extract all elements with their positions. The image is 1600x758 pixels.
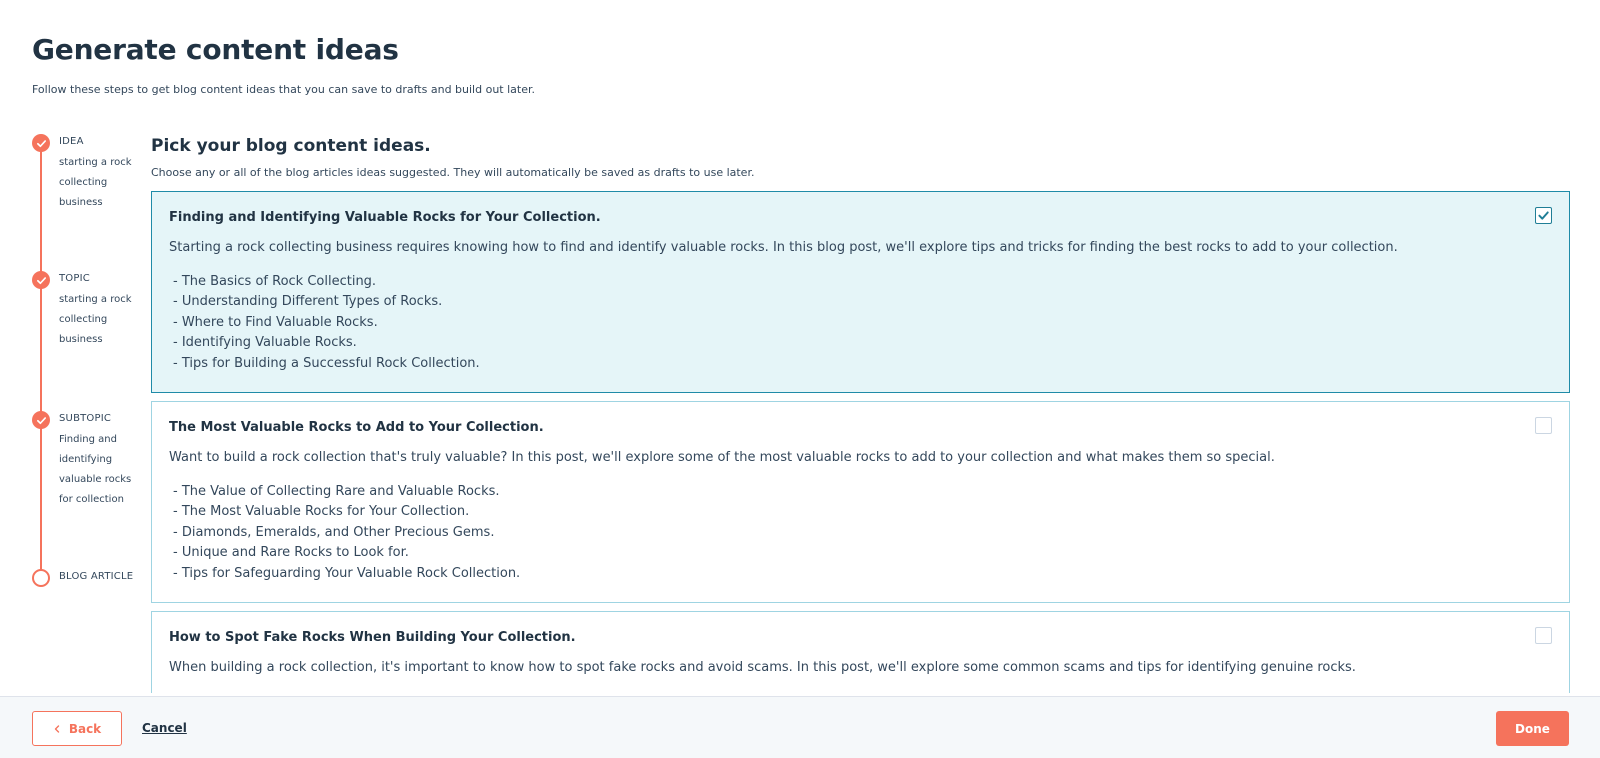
progress-stepper: [32, 134, 142, 594]
cancel-link[interactable]: Cancel: [142, 721, 187, 735]
idea-card[interactable]: [151, 191, 1570, 393]
checkmark-icon: [1537, 209, 1550, 222]
ideas-list[interactable]: [151, 191, 1570, 693]
step-label: BLOG ARTICLE: [59, 571, 134, 582]
done-button[interactable]: Done: [1496, 711, 1569, 746]
outline-item: - Identifying Valuable Rocks.: [173, 335, 357, 351]
check-icon: [32, 271, 50, 289]
check-icon: [32, 411, 50, 429]
idea-description: When building a rock collection, it's important to know how to spot fake rocks and avoid scams. In this post, we'll explore some common scams and tips for identifying genuine rocks.: [169, 660, 1356, 676]
page-subtitle: Follow these steps to get blog content ideas that you can save to drafts and build out later.: [32, 83, 535, 96]
outline-item: - The Value of Collecting Rare and Valuable Rocks.: [173, 484, 500, 500]
outline-item: - Diamonds, Emeralds, and Other Precious Gems.: [173, 524, 495, 540]
outline-item: - Tips for Building a Successful Rock Collection.: [173, 355, 480, 371]
check-icon: [32, 134, 50, 152]
idea-card[interactable]: [151, 611, 1570, 693]
outline-item: - Understanding Different Types of Rocks.: [173, 294, 443, 310]
outline-item: - Where to Find Valuable Rocks.: [173, 314, 378, 330]
idea-description: Want to build a rock collection that's truly valuable? In this post, we'll explore some of the most valuable rocks to add to your collection and what makes them so special.: [169, 450, 1275, 466]
back-button[interactable]: [32, 711, 122, 746]
circle-icon: [32, 569, 50, 587]
idea-checkbox[interactable]: [1535, 207, 1552, 224]
outline-item: - The Most Valuable Rocks for Your Collection.: [173, 504, 470, 520]
chevron-left-icon: [53, 725, 61, 733]
idea-card[interactable]: [151, 401, 1570, 603]
idea-title: The Most Valuable Rocks to Add to Your Collection.: [169, 420, 544, 436]
idea-title: How to Spot Fake Rocks When Building Your Collection.: [169, 630, 576, 646]
outline-item: - Tips for Safeguarding Your Valuable Rock Collection.: [173, 565, 521, 581]
stepper-line: [40, 146, 42, 578]
idea-outline: [169, 482, 1552, 584]
idea-outline: [169, 272, 1552, 374]
idea-title: Finding and Identifying Valuable Rocks for Your Collection.: [169, 210, 601, 225]
section-title: Pick your blog content ideas.: [151, 136, 431, 156]
step-label: IDEA: [59, 136, 84, 147]
idea-checkbox[interactable]: [1535, 417, 1552, 434]
page-title: Generate content ideas: [32, 33, 399, 66]
step-description: starting a rock collecting business: [59, 157, 132, 208]
step-label: TOPIC: [59, 273, 90, 284]
step-label: SUBTOPIC: [59, 413, 112, 424]
footer-bar: [0, 696, 1600, 758]
section-subtitle: Choose any or all of the blog articles ideas suggested. They will automatically be saved as drafts to use later.: [151, 166, 755, 179]
step-description: Finding and identifying valuable rocks for collection: [59, 434, 132, 505]
back-button-label: Back: [68, 721, 102, 736]
outline-item: - The Basics of Rock Collecting.: [173, 274, 377, 289]
idea-checkbox[interactable]: [1535, 627, 1552, 644]
outline-item: - Unique and Rare Rocks to Look for.: [173, 545, 409, 561]
idea-description: Starting a rock collecting business requires knowing how to find and identify valuable rocks. In this blog post, we'll explore tips and tricks for finding the best rocks to add to your collection.: [169, 240, 1398, 255]
step-description: starting a rock collecting business: [59, 294, 132, 345]
